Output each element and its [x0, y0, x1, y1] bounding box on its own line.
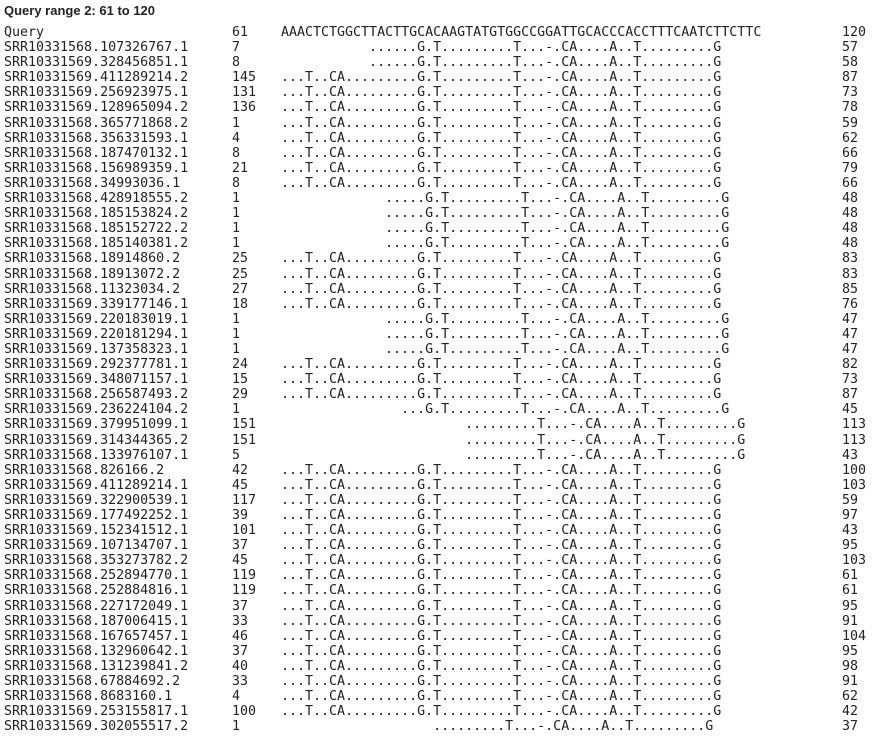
- start-position: 151: [232, 432, 257, 448]
- aligned-sequence: .....G.T.........T...-.CA....A..T.........G: [281, 236, 730, 252]
- alignment-row: [4, 659, 891, 674]
- alignment-row: [4, 387, 891, 402]
- alignment-row: [4, 100, 891, 115]
- alignment-row: [4, 583, 891, 598]
- aligned-sequence: ...T..CA.........G.T.........T...-.CA....A..T.........G: [281, 643, 722, 659]
- end-position: 113: [842, 417, 867, 433]
- query-row: [4, 25, 891, 40]
- end-position: 103: [842, 477, 867, 493]
- aligned-sequence: ...T..CA.........G.T.........T...-.CA....A..T.........G: [281, 492, 722, 508]
- alignment-row: [4, 704, 891, 719]
- sequence-id: SRR10331568.133976107.1: [4, 447, 189, 463]
- start-position: 25: [232, 266, 249, 282]
- query-range-title: Query range 2: 61 to 120: [4, 3, 156, 18]
- aligned-sequence: ......G.T.........T...-.CA....A..T.........G: [281, 55, 722, 71]
- sequence-id: SRR10331568.67884692.2: [4, 674, 181, 690]
- end-position: 98: [842, 658, 859, 674]
- aligned-sequence: ...T..CA.........G.T.........T...-.CA....A..T.........G: [281, 568, 722, 584]
- start-position: 100: [232, 704, 257, 720]
- start-position: 8: [232, 55, 241, 71]
- alignment-row: [4, 629, 891, 644]
- end-position: 62: [842, 130, 859, 146]
- aligned-sequence: ...T..CA.........G.T.........T...-.CA....A..T.........G: [281, 372, 722, 388]
- aligned-sequence: .....G.T.........T...-.CA....A..T.........G: [281, 191, 730, 207]
- start-position: 33: [232, 613, 249, 629]
- end-position: 59: [842, 492, 859, 508]
- aligned-sequence: ...T..CA.........G.T.........T...-.CA....A..T.........G: [281, 689, 722, 705]
- sequence-id: SRR10331568.187470132.1: [4, 145, 189, 161]
- sequence-id: SRR10331569.177492252.1: [4, 508, 189, 523]
- aligned-sequence: ...T..CA.........G.T.........T...-.CA....A..T.........G: [281, 85, 722, 101]
- sequence-id: SRR10331568.252894770.1: [4, 568, 189, 584]
- start-position: 37: [232, 538, 249, 554]
- end-position: 48: [842, 206, 859, 222]
- alignment-row: [4, 614, 891, 629]
- start-position: 1: [232, 206, 241, 222]
- sequence-id: SRR10331568.132960642.1: [4, 643, 189, 659]
- start-position: 1: [232, 311, 241, 327]
- sequence-id: SRR10331568.185140381.2: [4, 236, 189, 252]
- sequence-id: SRR10331568.107326767.1: [4, 40, 189, 56]
- aligned-sequence: ...T..CA.........G.T.........T...-.CA....A..T.........G: [281, 70, 722, 86]
- alignment-row: [4, 674, 891, 689]
- sequence-id: SRR10331568.428918555.2: [4, 191, 189, 207]
- alignment-row: [4, 402, 891, 417]
- aligned-sequence: ...T..CA.........G.T.........T...-.CA....A..T.........G: [281, 266, 722, 282]
- alignment-row: [4, 55, 891, 70]
- end-position: 47: [842, 311, 859, 327]
- sequence-id: SRR10331568.11323034.2: [4, 281, 181, 297]
- aligned-sequence: .....G.T.........T...-.CA....A..T.........G: [281, 341, 730, 357]
- alignment-row: [4, 176, 891, 191]
- sequence-id: SRR10331569.236224104.2: [4, 402, 189, 418]
- start-position: 18: [232, 296, 249, 312]
- sequence-id: SRR10331568.18914860.2: [4, 251, 181, 267]
- start-position: 27: [232, 281, 249, 297]
- sequence-id: SRR10331569.292377781.1: [4, 357, 189, 373]
- end-position: 91: [842, 613, 859, 629]
- aligned-sequence: .........T...-.CA....A..T.........G: [281, 719, 714, 735]
- aligned-sequence: ...T..CA.........G.T.........T...-.CA....A..T.........G: [281, 357, 722, 373]
- alignment-row: [4, 478, 891, 493]
- start-position: 136: [232, 100, 257, 116]
- aligned-sequence: .........T...-.CA....A..T.........G: [281, 432, 746, 448]
- end-position: 48: [842, 236, 859, 252]
- aligned-sequence: ...T..CA.........G.T.........T...-.CA....A..T.........G: [281, 175, 722, 191]
- end-position: 76: [842, 296, 859, 312]
- sequence-id: SRR10331568.131239841.2: [4, 658, 189, 674]
- aligned-sequence: ...T..CA.........G.T.........T...-.CA....A..T.........G: [281, 115, 722, 131]
- alignment-row: [4, 644, 891, 659]
- alignment-row: [4, 161, 891, 176]
- aligned-sequence: ...T..CA.........G.T.........T...-.CA....A..T.........G: [281, 387, 722, 403]
- alignment-row: [4, 267, 891, 282]
- start-position: 46: [232, 628, 249, 644]
- start-position: 1: [232, 236, 241, 252]
- end-position: 57: [842, 40, 859, 56]
- aligned-sequence: .....G.T.........T...-.CA....A..T.........G: [281, 206, 730, 222]
- start-position: 1: [232, 402, 241, 418]
- aligned-sequence: ...T..CA.........G.T.........T...-.CA....A..T.........G: [281, 296, 722, 312]
- aligned-sequence: ...T..CA.........G.T.........T...-.CA....A..T.........G: [281, 553, 722, 569]
- aligned-sequence: .........T...-.CA....A..T.........G: [281, 447, 746, 463]
- start-position: 119: [232, 568, 257, 584]
- start-position: 37: [232, 643, 249, 659]
- end-position: 83: [842, 251, 859, 267]
- end-position: 59: [842, 115, 859, 131]
- end-position: 61: [842, 568, 859, 584]
- end-position: 58: [842, 55, 859, 71]
- end-position: 85: [842, 281, 859, 297]
- alignment-row: [4, 538, 891, 553]
- sequence-id: SRR10331568.365771868.2: [4, 115, 189, 131]
- aligned-sequence: ...T..CA.........G.T.........T...-.CA....A..T.........G: [281, 523, 722, 539]
- aligned-sequence: ...T..CA.........G.T.........T...-.CA....A..T.........G: [281, 251, 722, 267]
- start-position: 145: [232, 70, 257, 86]
- aligned-sequence: ...T..CA.........G.T.........T...-.CA....A..T.........G: [281, 613, 722, 629]
- end-position: 83: [842, 266, 859, 282]
- end-position: 91: [842, 674, 859, 690]
- sequence-id: SRR10331569.322900539.1: [4, 492, 189, 508]
- aligned-sequence: ...T..CA.........G.T.........T...-.CA....A..T.........G: [281, 477, 722, 493]
- sequence-id: SRR10331568.252884816.1: [4, 583, 189, 599]
- end-position: 104: [842, 628, 867, 644]
- start-position: 8: [232, 175, 241, 191]
- aligned-sequence: ...T..CA.........G.T.........T...-.CA....A..T.........G: [281, 100, 722, 116]
- alignment-row: [4, 116, 891, 131]
- start-position: 45: [232, 553, 249, 569]
- sequence-id: SRR10331568.256587493.2: [4, 387, 189, 403]
- alignment-row: [4, 40, 891, 55]
- alignment-row: [4, 523, 891, 538]
- sequence-id: SRR10331569.328456851.1: [4, 55, 189, 71]
- aligned-sequence: .....G.T.........T...-.CA....A..T.........G: [281, 311, 730, 327]
- alignment-row: [4, 282, 891, 297]
- start-position: 61: [232, 25, 249, 40]
- end-position: 47: [842, 341, 859, 357]
- alignment-row: [4, 463, 891, 478]
- end-position: 66: [842, 175, 859, 191]
- sequence-id: SRR10331568.34993036.1: [4, 175, 181, 191]
- alignment-row: [4, 493, 891, 508]
- aligned-sequence: ......G.T.........T...-.CA....A..T.........G: [281, 40, 722, 56]
- aligned-sequence: ...T..CA.........G.T.........T...-.CA....A..T.........G: [281, 160, 722, 176]
- alignment-row: [4, 297, 891, 312]
- alignment-row: [4, 417, 891, 432]
- sequence-id: SRR10331568.8683160.1: [4, 689, 173, 705]
- start-position: 8: [232, 145, 241, 161]
- alignment-row: [4, 357, 891, 372]
- sequence-id: SRR10331569.411289214.2: [4, 70, 189, 86]
- start-position: 39: [232, 508, 249, 523]
- sequence-id: SRR10331569.411289214.1: [4, 477, 189, 493]
- alignment-row: [4, 568, 891, 583]
- start-position: 21: [232, 160, 249, 176]
- aligned-sequence: ...T..CA.........G.T.........T...-.CA....A..T.........G: [281, 130, 722, 146]
- aligned-sequence: ...T..CA.........G.T.........T...-.CA....A..T.........G: [281, 508, 722, 523]
- aligned-sequence: AAACTCTGGCTTACTTGCACAAGTATGTGGCCGGATTGCACCCACCTTTCAATCTTCTTC: [281, 25, 762, 40]
- aligned-sequence: ...T..CA.........G.T.........T...-.CA....A..T.........G: [281, 658, 722, 674]
- alignment-row: [4, 312, 891, 327]
- start-position: 101: [232, 523, 257, 539]
- sequence-id: SRR10331569.152341512.1: [4, 523, 189, 539]
- sequence-id: SRR10331568.18913072.2: [4, 266, 181, 282]
- end-position: 87: [842, 387, 859, 403]
- alignment-row: [4, 251, 891, 266]
- end-position: 43: [842, 523, 859, 539]
- alignment-row: [4, 191, 891, 206]
- sequence-id: SRR10331568.227172049.1: [4, 598, 189, 614]
- sequence-id: SRR10331568.167657457.1: [4, 628, 189, 644]
- sequence-id: SRR10331568.826166.2: [4, 462, 165, 478]
- end-position: 82: [842, 357, 859, 373]
- sequence-id: SRR10331569.302055517.2: [4, 719, 189, 735]
- start-position: 24: [232, 357, 249, 373]
- alignment-row: [4, 508, 891, 523]
- sequence-id: SRR10331569.220181294.1: [4, 326, 189, 342]
- sequence-id: SRR10331569.348071157.1: [4, 372, 189, 388]
- sequence-id: SRR10331569.314344365.2: [4, 432, 189, 448]
- aligned-sequence: ...G.T.........T...-.CA....A..T.........G: [281, 402, 730, 418]
- start-position: 119: [232, 583, 257, 599]
- end-position: 120: [842, 25, 867, 40]
- start-position: 25: [232, 251, 249, 267]
- end-position: 61: [842, 583, 859, 599]
- sequence-id: SRR10331569.253155817.1: [4, 704, 189, 720]
- end-position: 113: [842, 432, 867, 448]
- start-position: 7: [232, 40, 241, 56]
- start-position: 1: [232, 719, 241, 735]
- end-position: 43: [842, 447, 859, 463]
- end-position: 100: [842, 462, 867, 478]
- alignment-row: [4, 70, 891, 85]
- sequence-id: SRR10331568.185153824.2: [4, 206, 189, 222]
- start-position: 1: [232, 326, 241, 342]
- aligned-sequence: ...T..CA.........G.T.........T...-.CA....A..T.........G: [281, 628, 722, 644]
- alignment-row: [4, 206, 891, 221]
- start-position: 117: [232, 492, 257, 508]
- aligned-sequence: ...T..CA.........G.T.........T...-.CA....A..T.........G: [281, 538, 722, 554]
- sequence-id: SRR10331568.185152722.2: [4, 221, 189, 237]
- aligned-sequence: .........T...-.CA....A..T.........G: [281, 417, 746, 433]
- aligned-sequence: ...T..CA.........G.T.........T...-.CA....A..T.........G: [281, 598, 722, 614]
- start-position: 151: [232, 417, 257, 433]
- sequence-id: SRR10331569.256923975.1: [4, 85, 189, 101]
- start-position: 15: [232, 372, 249, 388]
- alignment-row: [4, 719, 891, 734]
- alignment-row: [4, 85, 891, 100]
- sequence-id: SRR10331568.156989359.1: [4, 160, 189, 176]
- sequence-id: Query: [4, 25, 45, 40]
- start-position: 33: [232, 674, 249, 690]
- start-position: 1: [232, 221, 241, 237]
- aligned-sequence: ...T..CA.........G.T.........T...-.CA....A..T.........G: [281, 145, 722, 161]
- end-position: 95: [842, 598, 859, 614]
- alignment-block: [4, 25, 891, 734]
- start-position: 1: [232, 341, 241, 357]
- alignment-row: [4, 553, 891, 568]
- start-position: 40: [232, 658, 249, 674]
- start-position: 1: [232, 191, 241, 207]
- end-position: 48: [842, 191, 859, 207]
- end-position: 79: [842, 160, 859, 176]
- alignment-row: [4, 236, 891, 251]
- alignment-row: [4, 448, 891, 463]
- aligned-sequence: ...T..CA.........G.T.........T...-.CA....A..T.........G: [281, 462, 722, 478]
- end-position: 103: [842, 553, 867, 569]
- end-position: 95: [842, 538, 859, 554]
- start-position: 4: [232, 689, 241, 705]
- aligned-sequence: .....G.T.........T...-.CA....A..T.........G: [281, 221, 730, 237]
- end-position: 66: [842, 145, 859, 161]
- start-position: 5: [232, 447, 241, 463]
- end-position: 42: [842, 704, 859, 720]
- end-position: 95: [842, 643, 859, 659]
- end-position: 37: [842, 719, 859, 735]
- alignment-row: [4, 146, 891, 161]
- end-position: 73: [842, 85, 859, 101]
- end-position: 45: [842, 402, 859, 418]
- start-position: 131: [232, 85, 257, 101]
- end-position: 48: [842, 221, 859, 237]
- sequence-id: SRR10331569.137358323.1: [4, 341, 189, 357]
- alignment-row: [4, 131, 891, 146]
- sequence-id: SRR10331568.187006415.1: [4, 613, 189, 629]
- aligned-sequence: ...T..CA.........G.T.........T...-.CA....A..T.........G: [281, 704, 722, 720]
- sequence-id: SRR10331569.220183019.1: [4, 311, 189, 327]
- alignment-row: [4, 599, 891, 614]
- start-position: 29: [232, 387, 249, 403]
- aligned-sequence: ...T..CA.........G.T.........T...-.CA....A..T.........G: [281, 674, 722, 690]
- end-position: 62: [842, 689, 859, 705]
- start-position: 45: [232, 477, 249, 493]
- end-position: 87: [842, 70, 859, 86]
- end-position: 78: [842, 100, 859, 116]
- alignment-row: [4, 342, 891, 357]
- alignment-row: [4, 689, 891, 704]
- sequence-id: SRR10331569.107134707.1: [4, 538, 189, 554]
- start-position: 4: [232, 130, 241, 146]
- end-position: 97: [842, 508, 859, 523]
- sequence-id: SRR10331569.379951099.1: [4, 417, 189, 433]
- sequence-id: SRR10331569.128965094.2: [4, 100, 189, 116]
- sequence-id: SRR10331568.353273782.2: [4, 553, 189, 569]
- alignment-row: [4, 327, 891, 342]
- aligned-sequence: .....G.T.........T...-.CA....A..T.........G: [281, 326, 730, 342]
- start-position: 42: [232, 462, 249, 478]
- alignment-row: [4, 433, 891, 448]
- alignment-row: [4, 372, 891, 387]
- end-position: 73: [842, 372, 859, 388]
- alignment-row: [4, 221, 891, 236]
- start-position: 37: [232, 598, 249, 614]
- aligned-sequence: ...T..CA.........G.T.........T...-.CA....A..T.........G: [281, 281, 722, 297]
- sequence-id: SRR10331569.339177146.1: [4, 296, 189, 312]
- start-position: 1: [232, 115, 241, 131]
- end-position: 47: [842, 326, 859, 342]
- aligned-sequence: ...T..CA.........G.T.........T...-.CA....A..T.........G: [281, 583, 722, 599]
- sequence-id: SRR10331568.356331593.1: [4, 130, 189, 146]
